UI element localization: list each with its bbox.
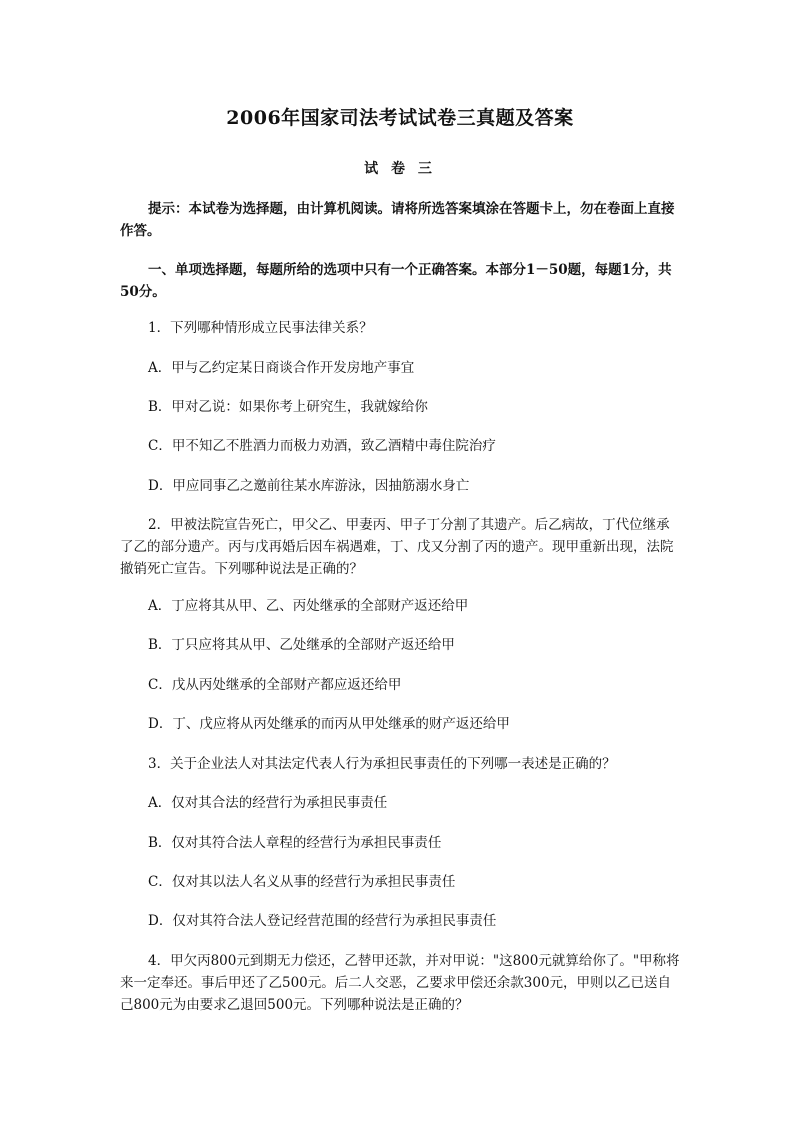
document-title: 2006年国家司法考试试卷三真题及答案 xyxy=(226,107,574,129)
section-heading: 一、单项选择题，每题所给的选项中只有一个正确答案。本部分1－50题，每题1分，共50分。 xyxy=(120,262,672,300)
question-4-stem: 4．甲欠丙800元到期无力偿还，乙替甲还款，并对甲说："这800元就算给你了。"甲称将来一定奉还。事后甲还了乙500元。后二人交恶，乙要求甲偿还余款300元，甲则以乙已送自己800元为由要求乙退回500元。下列哪种说法是正确的？ xyxy=(120,953,680,1013)
question-2-option-a: A．丁应将其从甲、乙、丙处继承的全部财产返还给甲 xyxy=(148,598,469,614)
question-3-option-d: D．仅对其符合法人登记经营范围的经营行为承担民事责任 xyxy=(148,913,497,929)
exam-notice: 提示：本试卷为选择题，由计算机阅读。请将所选答案填涂在答题卡上，勿在卷面上直接作答。 xyxy=(120,201,675,239)
question-2-option-c: C．戊从丙处继承的全部财产都应返还给甲 xyxy=(148,677,402,693)
question-1-option-a: A．甲与乙约定某日商谈合作开发房地产事宜 xyxy=(148,360,415,376)
question-3-stem: 3．关于企业法人对其法定代表人行为承担民事责任的下列哪一表述是正确的？ xyxy=(148,756,616,772)
question-2-stem: 2．甲被法院宣告死亡，甲父乙、甲妻丙、甲子丁分割了其遗产。后乙病故，丁代位继承了乙的部分遗产。丙与戊再婚后因车祸遇难，丁、戊又分割了丙的遗产。现甲重新出现，法院撤销死亡宣告。下列哪种说法是正确的？ xyxy=(120,517,674,577)
document-subtitle: 试 卷 三 xyxy=(364,161,436,177)
question-3-option-a: A．仅对其合法的经营行为承担民事责任 xyxy=(148,795,388,811)
question-2-option-d: D．丁、戊应将从丙处继承的而丙从甲处继承的财产返还给甲 xyxy=(148,716,510,732)
question-1-option-b: B．甲对乙说：如果你考上研究生，我就嫁给你 xyxy=(148,399,428,415)
question-1-option-c: C．甲不知乙不胜酒力而极力劝酒，致乙酒精中毒住院治疗 xyxy=(148,438,496,454)
question-3-option-c: C．仅对其以法人名义从事的经营行为承担民事责任 xyxy=(148,874,456,890)
question-1-stem: 1．下列哪种情形成立民事法律关系？ xyxy=(148,320,373,336)
question-3-option-b: B．仅对其符合法人章程的经营行为承担民事责任 xyxy=(148,835,442,851)
question-1-option-d: D．甲应同事乙之邀前往某水库游泳，因抽筋溺水身亡 xyxy=(148,478,470,494)
question-2-option-b: B．丁只应将其从甲、乙处继承的全部财产返还给甲 xyxy=(148,637,455,653)
